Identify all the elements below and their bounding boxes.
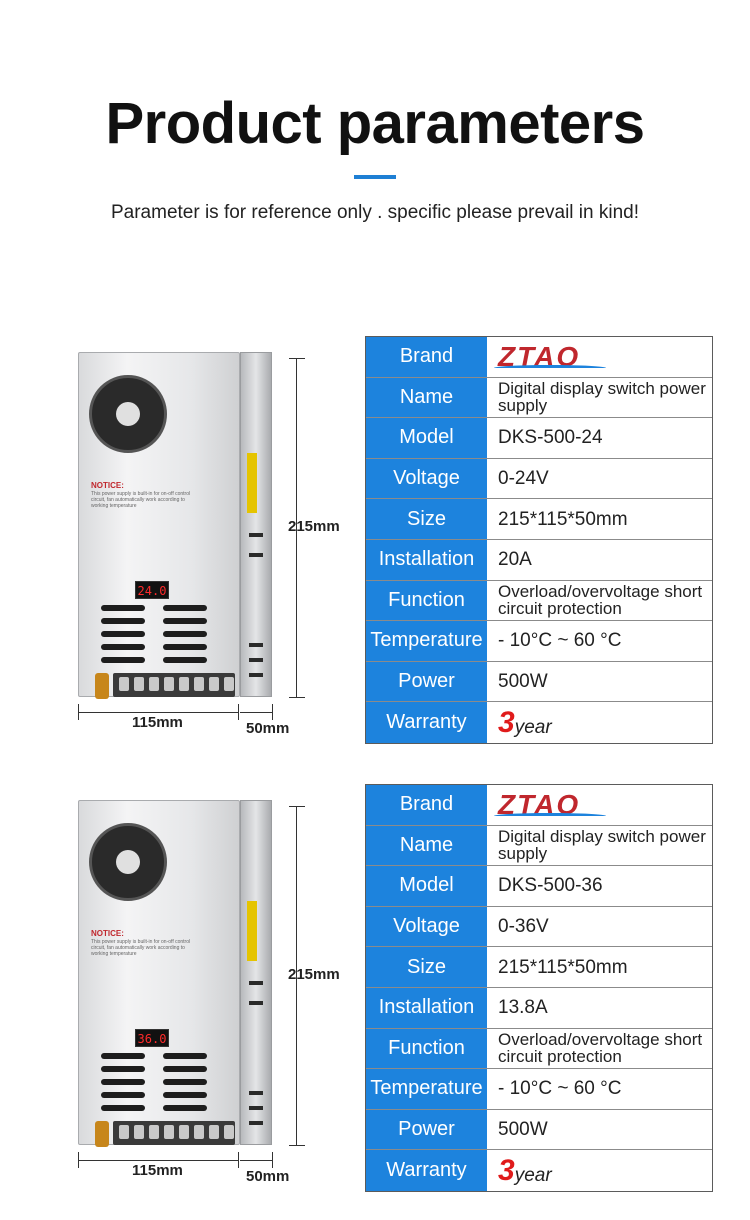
depth-dimension: 50mm xyxy=(246,720,290,737)
width-dimension: 115mm xyxy=(132,714,183,731)
spec-value: 13.8A xyxy=(488,988,712,1028)
power-supply-image xyxy=(78,800,240,1145)
brand-name: ZTAO xyxy=(498,789,581,821)
spec-value: 500W xyxy=(488,662,712,702)
product-section-1 xyxy=(0,341,750,772)
spec-value: 215*115*50mm xyxy=(488,947,712,987)
spec-value: 0-36V xyxy=(488,907,712,947)
spec-label: Size xyxy=(366,499,488,539)
spec-label: Size xyxy=(366,947,488,987)
height-dimension: 215mm xyxy=(288,966,340,983)
warranty-unit: year xyxy=(514,717,552,739)
spec-value: DKS-500-36 xyxy=(488,866,712,906)
width-dimension-line xyxy=(78,712,238,713)
spec-row-function xyxy=(366,581,712,622)
width-dimension: 115mm xyxy=(132,1162,183,1179)
spec-value: Digital display switch power supply xyxy=(488,826,712,866)
brand-logo xyxy=(488,785,712,825)
spec-row-model xyxy=(366,866,712,907)
spec-row-size xyxy=(366,947,712,988)
fan-icon xyxy=(89,823,167,901)
spec-value: DKS-500-24 xyxy=(488,418,712,458)
spec-value: - 10°C ~ 60 °C xyxy=(488,1069,712,1109)
notice-title: NOTICE: xyxy=(91,929,124,938)
vent-grille xyxy=(101,1053,213,1119)
spec-row-power xyxy=(366,662,712,703)
spec-label: Brand xyxy=(366,785,488,825)
depth-dimension-line xyxy=(240,1160,272,1161)
spec-table xyxy=(365,784,713,1192)
brand-name: ZTAO xyxy=(498,341,581,373)
width-dimension-line xyxy=(78,1160,238,1161)
spec-row-name xyxy=(366,378,712,419)
page-subtitle: Parameter is for reference only . specific please prevail in kind! xyxy=(110,202,640,223)
spec-row-temperature xyxy=(366,1069,712,1110)
warranty-value xyxy=(488,702,712,743)
power-supply-side xyxy=(240,352,272,697)
spec-row-name xyxy=(366,826,712,867)
spec-row-function xyxy=(366,1029,712,1070)
terminal-block xyxy=(113,1121,235,1145)
spec-row-model xyxy=(366,418,712,459)
notice-text: This power supply is built-in for on-off control circuit, fan automatically work according to working temperature xyxy=(91,939,191,957)
spec-label: Power xyxy=(366,1110,488,1150)
spec-row-size xyxy=(366,499,712,540)
spec-row-voltage xyxy=(366,907,712,948)
spec-value: Overload/overvoltage short circuit protection xyxy=(488,581,712,621)
spec-row-voltage xyxy=(366,459,712,500)
vent-grille xyxy=(101,605,213,671)
fan-icon xyxy=(89,375,167,453)
spec-label: Warranty xyxy=(366,702,488,743)
depth-dimension: 50mm xyxy=(246,1168,290,1185)
brand-logo xyxy=(488,337,712,377)
spec-value: 20A xyxy=(488,540,712,580)
voltage-display: 36.0 xyxy=(135,1029,169,1047)
spec-value: 500W xyxy=(488,1110,712,1150)
spec-value: - 10°C ~ 60 °C xyxy=(488,621,712,661)
page-title: Product parameters xyxy=(105,91,645,156)
spec-label: Voltage xyxy=(366,459,488,499)
spec-label: Power xyxy=(366,662,488,702)
spec-label: Temperature xyxy=(366,621,488,661)
warranty-number: 3 xyxy=(498,1154,515,1188)
spec-table xyxy=(365,336,713,744)
spec-label: Voltage xyxy=(366,907,488,947)
spec-label: Function xyxy=(366,581,488,621)
spec-row-power xyxy=(366,1110,712,1151)
spec-value: 215*115*50mm xyxy=(488,499,712,539)
spec-row-warranty xyxy=(366,702,712,743)
spec-label: Installation xyxy=(366,988,488,1028)
spec-label: Name xyxy=(366,826,488,866)
spec-row-warranty xyxy=(366,1150,712,1191)
warranty-number: 3 xyxy=(498,706,515,740)
spec-label: Function xyxy=(366,1029,488,1069)
notice-text: This power supply is built-in for on-off control circuit, fan automatically work according to working temperature xyxy=(91,491,191,509)
height-dimension: 215mm xyxy=(288,518,340,535)
spec-label: Brand xyxy=(366,337,488,377)
spec-label: Name xyxy=(366,378,488,418)
spec-value: Digital display switch power supply xyxy=(488,378,712,418)
spec-label: Installation xyxy=(366,540,488,580)
depth-dimension-line xyxy=(240,712,272,713)
product-section-2 xyxy=(0,789,750,1220)
spec-value: Overload/overvoltage short circuit protection xyxy=(488,1029,712,1069)
warranty-value xyxy=(488,1150,712,1191)
title-underline xyxy=(354,175,396,179)
power-supply-side xyxy=(240,800,272,1145)
adjust-potentiometer xyxy=(95,673,109,699)
power-supply-image xyxy=(78,352,240,697)
spec-label: Warranty xyxy=(366,1150,488,1191)
spec-row-installation xyxy=(366,988,712,1029)
spec-row-brand xyxy=(366,785,712,826)
spec-label: Model xyxy=(366,866,488,906)
spec-row-temperature xyxy=(366,621,712,662)
adjust-potentiometer xyxy=(95,1121,109,1147)
spec-value: 0-24V xyxy=(488,459,712,499)
warranty-unit: year xyxy=(514,1165,552,1187)
spec-label: Temperature xyxy=(366,1069,488,1109)
spec-row-brand xyxy=(366,337,712,378)
spec-label: Model xyxy=(366,418,488,458)
notice-title: NOTICE: xyxy=(91,481,124,490)
spec-row-installation xyxy=(366,540,712,581)
voltage-display: 24.0 xyxy=(135,581,169,599)
terminal-block xyxy=(113,673,235,697)
